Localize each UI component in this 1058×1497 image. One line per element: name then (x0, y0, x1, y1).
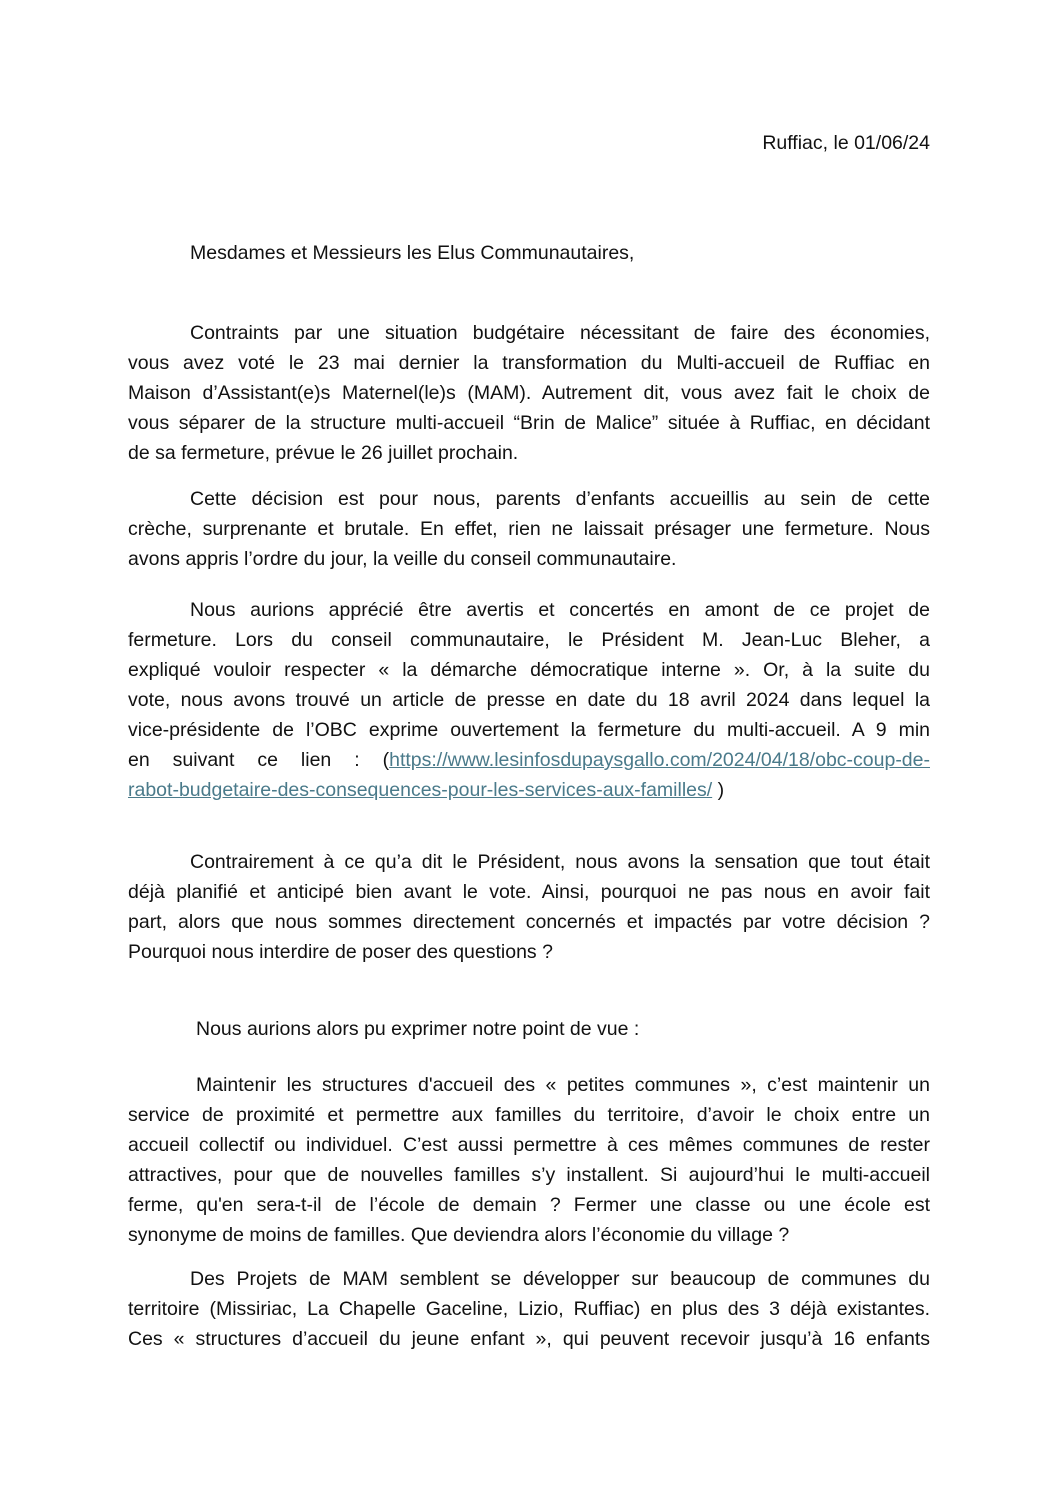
text-line: vous avez voté le 23 mai dernier la transformation du Multi-accueil de Ruffiac en (128, 352, 930, 374)
text-line: Nous aurions apprécié être avertis et concertés en amont de ce projet de (190, 599, 930, 621)
salutation: Mesdames et Messieurs les Elus Communautaires, (190, 242, 635, 264)
paragraph-concertation (128, 595, 930, 805)
paragraph-projets-mam (128, 1264, 930, 1354)
text-line: Nous aurions alors pu exprimer notre point de vue : (196, 1018, 640, 1040)
text-line: part, alors que nous sommes directement concernés et impactés par votre décision ? (128, 911, 930, 933)
paragraph-decision (128, 484, 930, 574)
article-link-part2[interactable]: rabot-budgetaire-des-consequences-pour-les-services-aux-familles/ (128, 779, 713, 801)
text-line: de sa fermeture, prévue le 26 juillet prochain. (128, 442, 519, 464)
text-line: territoire (Missiriac, La Chapelle Gaceline, Lizio, Ruffiac) en plus des 3 déjà existantes. (128, 1298, 930, 1320)
link-suffix: ) (712, 779, 725, 801)
text-line: Pourquoi nous interdire de poser des questions ? (128, 941, 553, 963)
link-prefix: en suivant ce lien : ( (128, 749, 390, 771)
text-line: Des Projets de MAM semblent se développer sur beaucoup de communes du (190, 1268, 930, 1290)
paragraph-budget (128, 318, 930, 468)
text-line-with-link (128, 745, 930, 775)
text-line: Cette décision est pour nous, parents d’enfants accueillis au sein de cette (190, 488, 930, 510)
text-line: Maintenir les structures d'accueil des « petites communes », c’est maintenir un (196, 1074, 930, 1096)
article-link-part1[interactable]: https://www.lesinfosdupaysgallo.com/2024/04/18/obc-coup-de- (389, 749, 930, 771)
text-line: ferme, qu'en sera-t-il de l’école de demain ? Fermer une classe ou une école est (128, 1194, 930, 1216)
paragraph-point-de-vue (128, 1014, 930, 1044)
text-line: avons appris l’ordre du jour, la veille du conseil communautaire. (128, 548, 677, 570)
text-line: synonyme de moins de familles. Que deviendra alors l’économie du village ? (128, 1224, 790, 1246)
text-line-with-link (128, 775, 930, 805)
text-line: Ces « structures d’accueil du jeune enfant », qui peuvent recevoir jusqu’à 16 enfants (128, 1328, 930, 1350)
text-line: service de proximité et permettre aux familles du territoire, d’avoir le choix entre un (128, 1104, 930, 1126)
paragraph-maintenir (128, 1070, 930, 1250)
text-line: fermeture. Lors du conseil communautaire, le Président M. Jean-Luc Bleher, a (128, 629, 930, 651)
text-line: Contraints par une situation budgétaire nécessitant de faire des économies, (190, 322, 930, 344)
date-line: Ruffiac, le 01/06/24 (762, 132, 930, 154)
paragraph-contrairement (128, 847, 930, 967)
text-line: attractives, pour que de nouvelles familles s’y installent. Si aujourd’hui le multi-accueil (128, 1164, 930, 1186)
text-line: Maison d’Assistant(e)s Maternel(le)s (MAM). Autrement dit, vous avez fait le choix de (128, 382, 930, 404)
text-line: vous séparer de la structure multi-accueil “Brin de Malice” située à Ruffiac, en décidant (128, 412, 930, 434)
text-line: crèche, surprenante et brutale. En effet, rien ne laissait présager une fermeture. Nous (128, 518, 930, 540)
text-line: vote, nous avons trouvé un article de presse en date du 18 avril 2024 dans lequel la (128, 689, 930, 711)
text-line: Contrairement à ce qu’a dit le Président, nous avons la sensation que tout était (190, 851, 930, 873)
text-line: accueil collectif ou individuel. C’est aussi permettre à ces mêmes communes de rester (128, 1134, 930, 1156)
text-line: expliqué vouloir respecter « la démarche démocratique interne ». Or, à la suite du (128, 659, 930, 681)
text-line: vice-présidente de l’OBC exprime ouvertement la fermeture du multi-accueil. A 9 min (128, 719, 930, 741)
text-line: déjà planifié et anticipé bien avant le vote. Ainsi, pourquoi ne pas nous en avoir fait (128, 881, 930, 903)
